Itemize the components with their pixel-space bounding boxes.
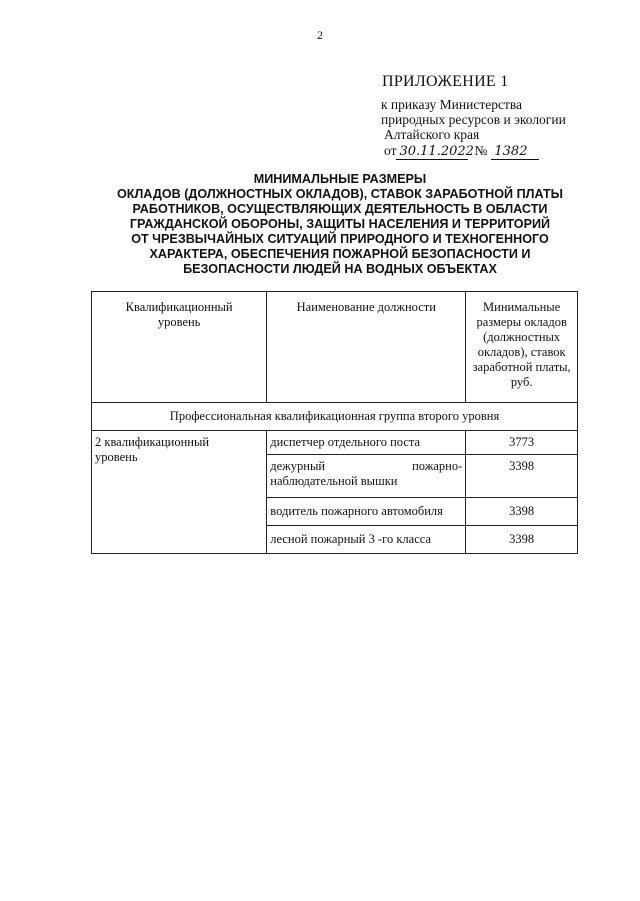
position-cell: дежурный пожарно-наблюдательной вышки <box>267 455 466 498</box>
title-line: БЕЗОПАСНОСТИ ЛЮДЕЙ НА ВОДНЫХ ОБЪЕКТАХ <box>183 262 497 276</box>
salary-cell: 3398 <box>466 526 578 554</box>
position-cell: лесной пожарный 3 -го класса <box>267 526 466 554</box>
appendix-block <box>378 73 618 160</box>
handwritten-number: 1382 <box>491 145 539 160</box>
table-group-row <box>92 403 578 431</box>
position-cell: диспетчер отдельного поста <box>267 431 466 455</box>
date-prefix: от <box>384 143 397 158</box>
document-title <box>90 172 590 277</box>
page-number: 2 <box>317 28 323 42</box>
appendix-line-order: к приказу Министерства <box>381 97 523 112</box>
header-position-name: Наименование должности <box>267 292 466 403</box>
appendix-line-region: Алтайского края <box>384 127 480 142</box>
salary-cell: 3398 <box>466 455 578 498</box>
title-line: МИНИМАЛЬНЫЕ РАЗМЕРЫ <box>253 172 427 186</box>
handwritten-date: 30.11.2022 <box>396 145 468 160</box>
salary-cell: 3773 <box>466 431 578 455</box>
professional-group-label: Профессиональная квалификационная группа второго уровня <box>92 403 578 431</box>
appendix-title: ПРИЛОЖЕНИЕ 1 <box>382 73 509 90</box>
header-min-salary: Минимальные размеры окладов (должностных окладов), ставок заработной платы, руб. <box>466 292 578 403</box>
title-line: РАБОТНИКОВ, ОСУЩЕСТВЛЯЮЩИХ ДЕЯТЕЛЬНОСТЬ В ОБЛАСТИ <box>132 202 548 216</box>
header-qualification-level: Квалификационный уровень <box>92 292 267 403</box>
title-line: ХАРАКТЕРА, ОБЕСПЕЧЕНИЯ ПОЖАРНОЙ БЕЗОПАСНОСТИ И <box>149 247 531 261</box>
number-label: № <box>474 143 488 158</box>
title-line: ГРАЖДАНСКОЙ ОБОРОНЫ, ЗАЩИТЫ НАСЕЛЕНИЯ И ТЕРРИТОРИЙ <box>129 217 551 231</box>
order-date-number-row <box>384 143 618 160</box>
position-cell: водитель пожарного автомобиля <box>267 498 466 526</box>
title-line: ОКЛАДОВ (ДОЛЖНОСТНЫХ ОКЛАДОВ), СТАВОК ЗАРАБОТНОЙ ПЛАТЫ <box>116 187 563 201</box>
table-header-row <box>92 292 578 403</box>
title-line: ОТ ЧРЕЗВЫЧАЙНЫХ СИТУАЦИЙ ПРИРОДНОГО И ТЕХНОГЕННОГО <box>131 232 549 246</box>
salary-cell: 3398 <box>466 498 578 526</box>
salary-table <box>91 291 578 554</box>
table-row <box>92 431 578 455</box>
qualification-level-cell: 2 квалификационный уровень <box>92 431 267 554</box>
appendix-line-ministry: природных ресурсов и экологии <box>381 112 566 127</box>
